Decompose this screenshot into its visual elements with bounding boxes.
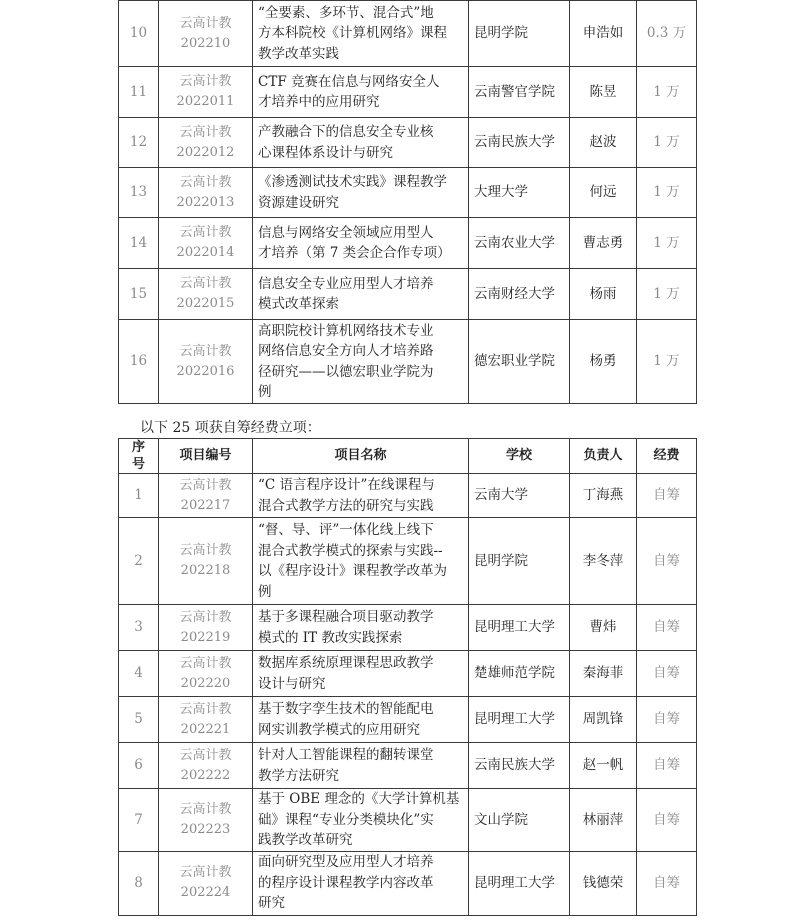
project-code-line: 云高计教	[179, 543, 232, 558]
funding: 自筹	[637, 743, 697, 789]
project-code	[159, 789, 253, 852]
funding: 自筹	[637, 697, 697, 743]
header-lead: 负责人	[570, 439, 637, 474]
table-row	[119, 474, 697, 518]
project-name-line: 教学改革实践	[258, 45, 339, 62]
row-index: 14	[119, 218, 159, 269]
row-index: 1	[119, 474, 159, 518]
funding: 0.3 万	[637, 1, 697, 67]
project-name-line: 混合式教学方法的研究与实践	[258, 497, 434, 514]
project-name-line: 信息安全专业应用型人才培养	[258, 275, 434, 292]
project-code-line: 202217	[180, 497, 231, 513]
project-name-line: 方本科院校《计算机网络》课程	[258, 25, 447, 42]
row-index: 2	[119, 518, 159, 605]
project-name-line: “全要素、多环节、混合式”地	[258, 4, 434, 21]
project-code-line: 202222	[180, 767, 231, 783]
project-code-line: 云高计教	[179, 276, 232, 291]
project-code	[159, 518, 253, 605]
project-code-line: 2022011	[176, 94, 235, 109]
row-index: 16	[119, 320, 159, 404]
row-index: 13	[119, 168, 159, 218]
funding: 1 万	[637, 269, 697, 320]
funding: 1 万	[637, 168, 697, 218]
table-row	[119, 1, 697, 67]
project-lead: 申浩如	[570, 1, 637, 67]
header-name: 项目名称	[253, 439, 469, 474]
table-row	[119, 851, 697, 915]
school-name: 大理大学	[469, 168, 570, 218]
project-code-line: 云高计教	[179, 747, 232, 763]
project-name-line: 础》课程“专业分类模块化”实	[258, 811, 434, 828]
project-code-line: 云高计教	[179, 609, 232, 625]
school-name: 昆明学院	[469, 518, 570, 605]
project-name-line: 高职院校计算机网络技术专业	[258, 322, 434, 339]
table-row	[119, 118, 697, 168]
funding: 自筹	[637, 851, 697, 915]
project-name	[253, 743, 469, 789]
project-lead: 钱德荣	[570, 851, 637, 915]
project-lead: 陈昱	[570, 67, 637, 118]
row-index: 6	[119, 743, 159, 789]
project-code	[159, 474, 253, 518]
project-lead: 曹炜	[570, 605, 637, 651]
project-name	[253, 1, 469, 67]
project-name	[253, 697, 469, 743]
table-row	[119, 518, 697, 605]
project-code-line: 2022014	[176, 245, 235, 260]
project-lead: 杨勇	[570, 320, 637, 404]
project-name-line: 信息与网络安全领域应用型人	[258, 224, 434, 241]
header-school: 学校	[469, 439, 570, 474]
project-code-line: 云高计教	[179, 74, 232, 89]
table-row	[119, 789, 697, 852]
project-code	[159, 320, 253, 404]
project-code-line: 云高计教	[179, 124, 232, 140]
school-name: 云南农业大学	[469, 218, 570, 269]
project-code-line: 云高计教	[179, 701, 232, 717]
table-row	[119, 218, 697, 269]
school-name: 昆明学院	[469, 1, 570, 67]
project-name-line: 践教学改革研究	[258, 832, 353, 848]
project-name-line: 资源建设研究	[258, 194, 339, 211]
project-code-line: 2022013	[176, 194, 235, 210]
funding: 1 万	[637, 320, 697, 404]
project-code-line: 云高计教	[179, 174, 232, 190]
project-name-line: 基于多课程融合项目驱动教学	[258, 609, 434, 625]
project-name	[253, 651, 469, 697]
row-index: 8	[119, 851, 159, 915]
school-name: 昆明理工大学	[469, 851, 570, 915]
project-name-line: 产教融合下的信息安全专业核	[258, 124, 434, 140]
project-code	[159, 67, 253, 118]
project-name-line: 模式的 IT 教改实践探索	[258, 629, 403, 646]
school-name: 云南民族大学	[469, 118, 570, 168]
project-code-line: 云高计教	[179, 655, 232, 671]
project-code	[159, 697, 253, 743]
table-header-row	[119, 439, 697, 474]
project-name	[253, 67, 469, 118]
project-name-line: 网络信息安全方向人才培养路	[258, 343, 434, 359]
funding: 自筹	[637, 789, 697, 852]
project-name	[253, 851, 469, 915]
project-lead: 周凯锋	[570, 697, 637, 743]
project-name-line: 的程序设计课程教学内容改革	[258, 874, 434, 891]
project-name	[253, 269, 469, 320]
header-code: 项目编号	[159, 439, 253, 474]
project-name-line: 《渗透测试技术实践》课程教学	[258, 174, 447, 190]
school-name: 昆明理工大学	[469, 605, 570, 651]
project-name-line: 教学方法研究	[258, 767, 339, 784]
project-name	[253, 605, 469, 651]
project-code-line: 2022016	[176, 363, 235, 379]
project-name-line: 设计与研究	[258, 675, 326, 692]
row-index: 7	[119, 789, 159, 852]
project-name-line: 网实训教学模式的应用研究	[258, 721, 420, 738]
project-name-line: 针对人工智能课程的翻转课堂	[258, 747, 434, 763]
project-name-line: 基于 OBE 理念的《大学计算机基	[258, 791, 460, 807]
project-lead: 李冬萍	[570, 518, 637, 605]
funding: 自筹	[637, 518, 697, 605]
row-index: 5	[119, 697, 159, 743]
project-code-line: 202223	[180, 821, 231, 837]
project-name-line: 才培养（第 7 类会企合作专项）	[258, 245, 451, 261]
project-table-self-funded	[118, 438, 697, 916]
project-code	[159, 851, 253, 915]
school-name: 楚雄师范学院	[469, 651, 570, 697]
table-row	[119, 320, 697, 404]
school-name: 云南警官学院	[469, 67, 570, 118]
funding: 自筹	[637, 605, 697, 651]
project-code-line: 云高计教	[179, 343, 232, 359]
school-name: 文山学院	[469, 789, 570, 852]
project-code-line: 云高计教	[179, 15, 232, 31]
project-name-line: 基于数字孪生技术的智能配电	[258, 701, 434, 717]
school-name: 云南大学	[469, 474, 570, 518]
project-name-line: 研究	[258, 895, 285, 912]
project-code	[159, 269, 253, 320]
project-name-line: CTF 竞赛在信息与网络安全人	[258, 73, 440, 90]
school-name: 德宏职业学院	[469, 320, 570, 404]
project-code-line: 202220	[180, 675, 231, 691]
project-lead: 丁海燕	[570, 474, 637, 518]
project-code-line: 2022012	[176, 144, 235, 160]
project-name	[253, 168, 469, 218]
project-code-line: 2022015	[176, 296, 235, 311]
row-index: 12	[119, 118, 159, 168]
row-index: 3	[119, 605, 159, 651]
project-lead: 杨雨	[570, 269, 637, 320]
project-code-line: 202218	[180, 563, 231, 578]
table-row	[119, 269, 697, 320]
table-row	[119, 67, 697, 118]
project-code-line: 202224	[180, 885, 231, 900]
project-lead: 秦海菲	[570, 651, 637, 697]
project-name	[253, 518, 469, 605]
project-code	[159, 605, 253, 651]
project-name-line: “C 语言程序设计”在线课程与	[258, 477, 435, 493]
project-lead: 赵波	[570, 118, 637, 168]
project-code	[159, 743, 253, 789]
header-fund: 经费	[637, 439, 697, 474]
table-row	[119, 168, 697, 218]
table-row	[119, 605, 697, 651]
row-index: 4	[119, 651, 159, 697]
project-name-line: 例	[258, 583, 272, 600]
project-name-line: 模式改革探索	[258, 296, 339, 312]
funding: 自筹	[637, 651, 697, 697]
project-name-line: 混合式教学模式的探索与实践--	[258, 542, 443, 559]
project-name-line: 径研究——以德宏职业学院为	[258, 363, 434, 380]
project-name-line: 以《程序设计》课程教学改革为	[258, 563, 447, 579]
row-index: 10	[119, 1, 159, 67]
project-name-line: 面向研究型及应用型人才培养	[258, 854, 434, 871]
table-row	[119, 651, 697, 697]
project-code-line: 云高计教	[179, 801, 232, 817]
project-code-line: 云高计教	[179, 477, 232, 493]
project-name-line: 例	[258, 384, 272, 400]
header-idx: 序号	[119, 439, 159, 474]
school-name: 云南民族大学	[469, 743, 570, 789]
row-index: 15	[119, 269, 159, 320]
project-code-line: 202221	[180, 721, 231, 737]
project-name	[253, 320, 469, 404]
project-code-line: 202219	[180, 629, 231, 645]
project-code	[159, 1, 253, 67]
project-lead: 赵一帆	[570, 743, 637, 789]
project-name-line: “督、导、评”一体化线上线下	[258, 522, 434, 538]
funding: 1 万	[637, 218, 697, 269]
project-name	[253, 474, 469, 518]
project-name	[253, 118, 469, 168]
project-code-line: 云高计教	[179, 225, 232, 240]
self-funded-intro: 以下 25 项获自筹经费立项：	[140, 420, 321, 436]
project-lead: 何远	[570, 168, 637, 218]
school-name: 云南财经大学	[469, 269, 570, 320]
project-lead: 林丽萍	[570, 789, 637, 852]
project-code	[159, 118, 253, 168]
project-lead: 曹志勇	[570, 218, 637, 269]
project-name-line: 心课程体系设计与研究	[258, 144, 393, 161]
project-name	[253, 218, 469, 269]
project-code-line: 云高计教	[179, 865, 232, 880]
table-row	[119, 743, 697, 789]
project-table-funded	[118, 0, 697, 404]
project-name-line: 数据库系统原理课程思政教学	[258, 655, 434, 671]
funding: 1 万	[637, 67, 697, 118]
school-name: 昆明理工大学	[469, 697, 570, 743]
project-code	[159, 218, 253, 269]
funding: 自筹	[637, 474, 697, 518]
project-code-line: 202210	[180, 35, 231, 51]
project-code	[159, 168, 253, 218]
project-code	[159, 651, 253, 697]
row-index: 11	[119, 67, 159, 118]
project-name-line: 才培养中的应用研究	[258, 94, 380, 110]
project-name	[253, 789, 469, 852]
table-row	[119, 697, 697, 743]
funding: 1 万	[637, 118, 697, 168]
